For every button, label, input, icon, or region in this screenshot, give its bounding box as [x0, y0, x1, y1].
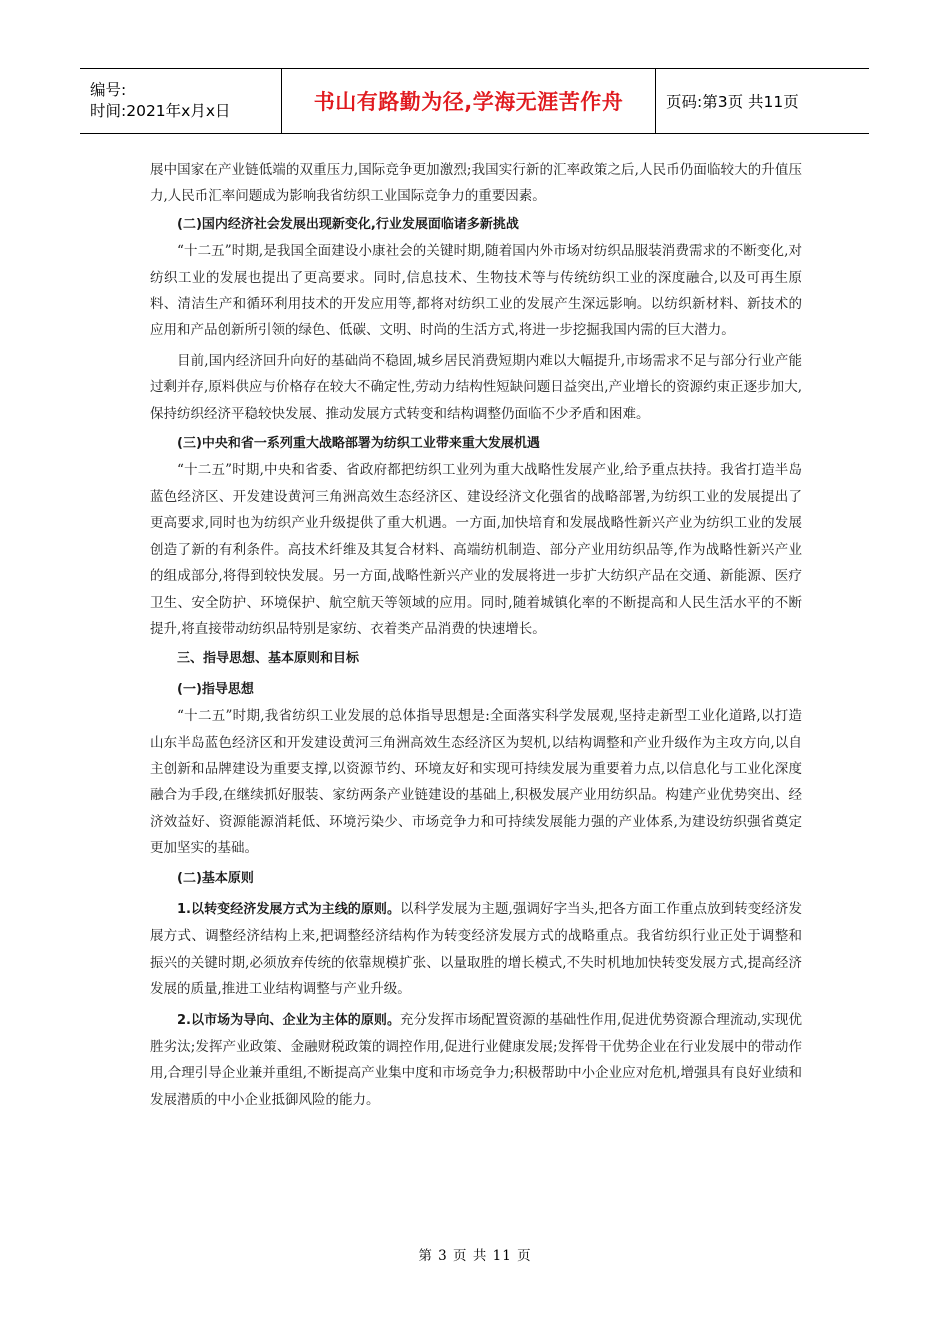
page-header: [80, 68, 869, 134]
paragraph: 展中国家在产业链低端的双重压力,国际竞争更加激烈;我国实行新的汇率政策之后,人民币仍面临较大的升值压力,人民币汇率问题成为影响我省纺织工业国际竞争力的重要因素。: [150, 162, 802, 205]
document-time-label: 时间:2021年x月x日: [90, 102, 231, 120]
section-heading: (一)指导思想: [177, 681, 254, 697]
header-page-label: 页码:第3页 共11页: [666, 93, 799, 111]
principle-paragraph: [150, 896, 802, 1003]
page-footer: 第 3 页 共 11 页: [418, 1248, 532, 1264]
document-body: [150, 157, 802, 1113]
principle-title: 1.以转变经济发展方式为主线的原则。: [177, 901, 401, 917]
paragraph: “十二五”时期,是我国全面建设小康社会的关键时期,随着国内外市场对纺织品服装消费需求的不断变化,对纺织工业的发展也提出了更高要求。同时,信息技术、生物技术等与传统纺织工业的深度融合,以及可再生原料、清洁生产和循环利用技术的开发应用等,都将对纺织工业的发展产生深远影响。以纺织新材料、新技术的应用和产品创新所引领的绿色、低碳、文明、时尚的生活方式,将进一步挖掘我国内需的巨大潜力。: [150, 243, 802, 339]
section-heading: (二)基本原则: [177, 870, 254, 886]
header-meta: [80, 69, 282, 133]
header-motto: 书山有路勤为径,学海无涯苦作舟: [282, 69, 656, 133]
section-heading: (二)国内经济社会发展出现新变化,行业发展面临诸多新挑战: [177, 216, 519, 232]
principle-paragraph: [150, 1007, 802, 1114]
principle-text: 充分发挥市场配置资源的基础性作用,促进优势资源合理流动,实现优胜劣汰;发挥产业政策、金融财税政策的调控作用,促进行业健康发展;发挥骨干优势企业在行业发展中的带动作用,合理引导企业兼并重组,不断提高产业集中度和市场竞争力;积极帮助中小企业应对危机,增强具有良好业绩和发展潜质的中小企业抵御风险的能力。: [150, 1011, 802, 1108]
paragraph: 目前,国内经济回升向好的基础尚不稳固,城乡居民消费短期内难以大幅提升,市场需求不足与部分行业产能过剩并存,原料供应与价格存在较大不确定性,劳动力结构性短缺问题日益突出,产业增长的资源约束正逐步加大,保持纺织经济平稳较快发展、推动发展方式转变和结构调整仍面临不少矛盾和困难。: [150, 352, 802, 422]
document-number-label: 编号:: [90, 81, 127, 99]
principle-title: 2.以市场为导向、企业为主体的原则。: [177, 1012, 401, 1028]
principle-text: 以科学发展为主题,强调好字当头,把各方面工作重点放到转变经济发展方式、调整经济结构上来,把调整经济结构作为转变经济发展方式的战略重点。我省纺织行业正处于调整和振兴的关键时期,必须放弃传统的依靠规模扩张、以量取胜的增长模式,不失时机地加快转变发展方式,提高经济发展的质量,推进工业结构调整与产业升级。: [150, 900, 802, 998]
paragraph: “十二五”时期,中央和省委、省政府都把纺织工业列为重大战略性发展产业,给予重点扶持。我省打造半岛蓝色经济区、开发建设黄河三角洲高效生态经济区、建设经济文化强省的战略部署,为纺织工业的发展提出了更高要求,同时也为纺织产业升级提供了重大机遇。一方面,加快培育和发展战略性新兴产业为纺织工业的发展创造了新的有利条件。高技术纤维及其复合材料、高端纺机制造、部分产业用纺织品等,作为战略性新兴产业的组成部分,将得到较快发展。另一方面,战略性新兴产业的发展将进一步扩大纺织产品在交通、新能源、医疗卫生、安全防护、环境保护、航空航天等领域的应用。同时,随着城镇化率的不断提高和人民生活水平的不断提升,将直接带动纺织品特别是家纺、衣着类产品消费的快速增长。: [150, 462, 802, 637]
section-heading: (三)中央和省一系列重大战略部署为纺织工业带来重大发展机遇: [177, 436, 540, 452]
paragraph: “十二五”时期,我省纺织工业发展的总体指导思想是:全面落实科学发展观,坚持走新型工业化道路,以打造山东半岛蓝色经济区和开发建设黄河三角洲高效生态经济区为契机,以结构调整和产业升级作为主攻方向,以自主创新和品牌建设为重要支撑,以资源节约、环境友好和实现可持续发展为重要着力点,以信息化与工业化深度融合为手段,在继续抓好服装、家纺两条产业链建设的基础上,积极发展产业用纺织品。构建产业优势突出、经济效益好、资源能源消耗低、环境污染少、市场竞争力和可持续发展能力强的产业体系,为建设纺织强省奠定更加坚实的基础。: [150, 708, 802, 857]
chapter-heading: 三、指导思想、基本原则和目标: [177, 651, 360, 667]
